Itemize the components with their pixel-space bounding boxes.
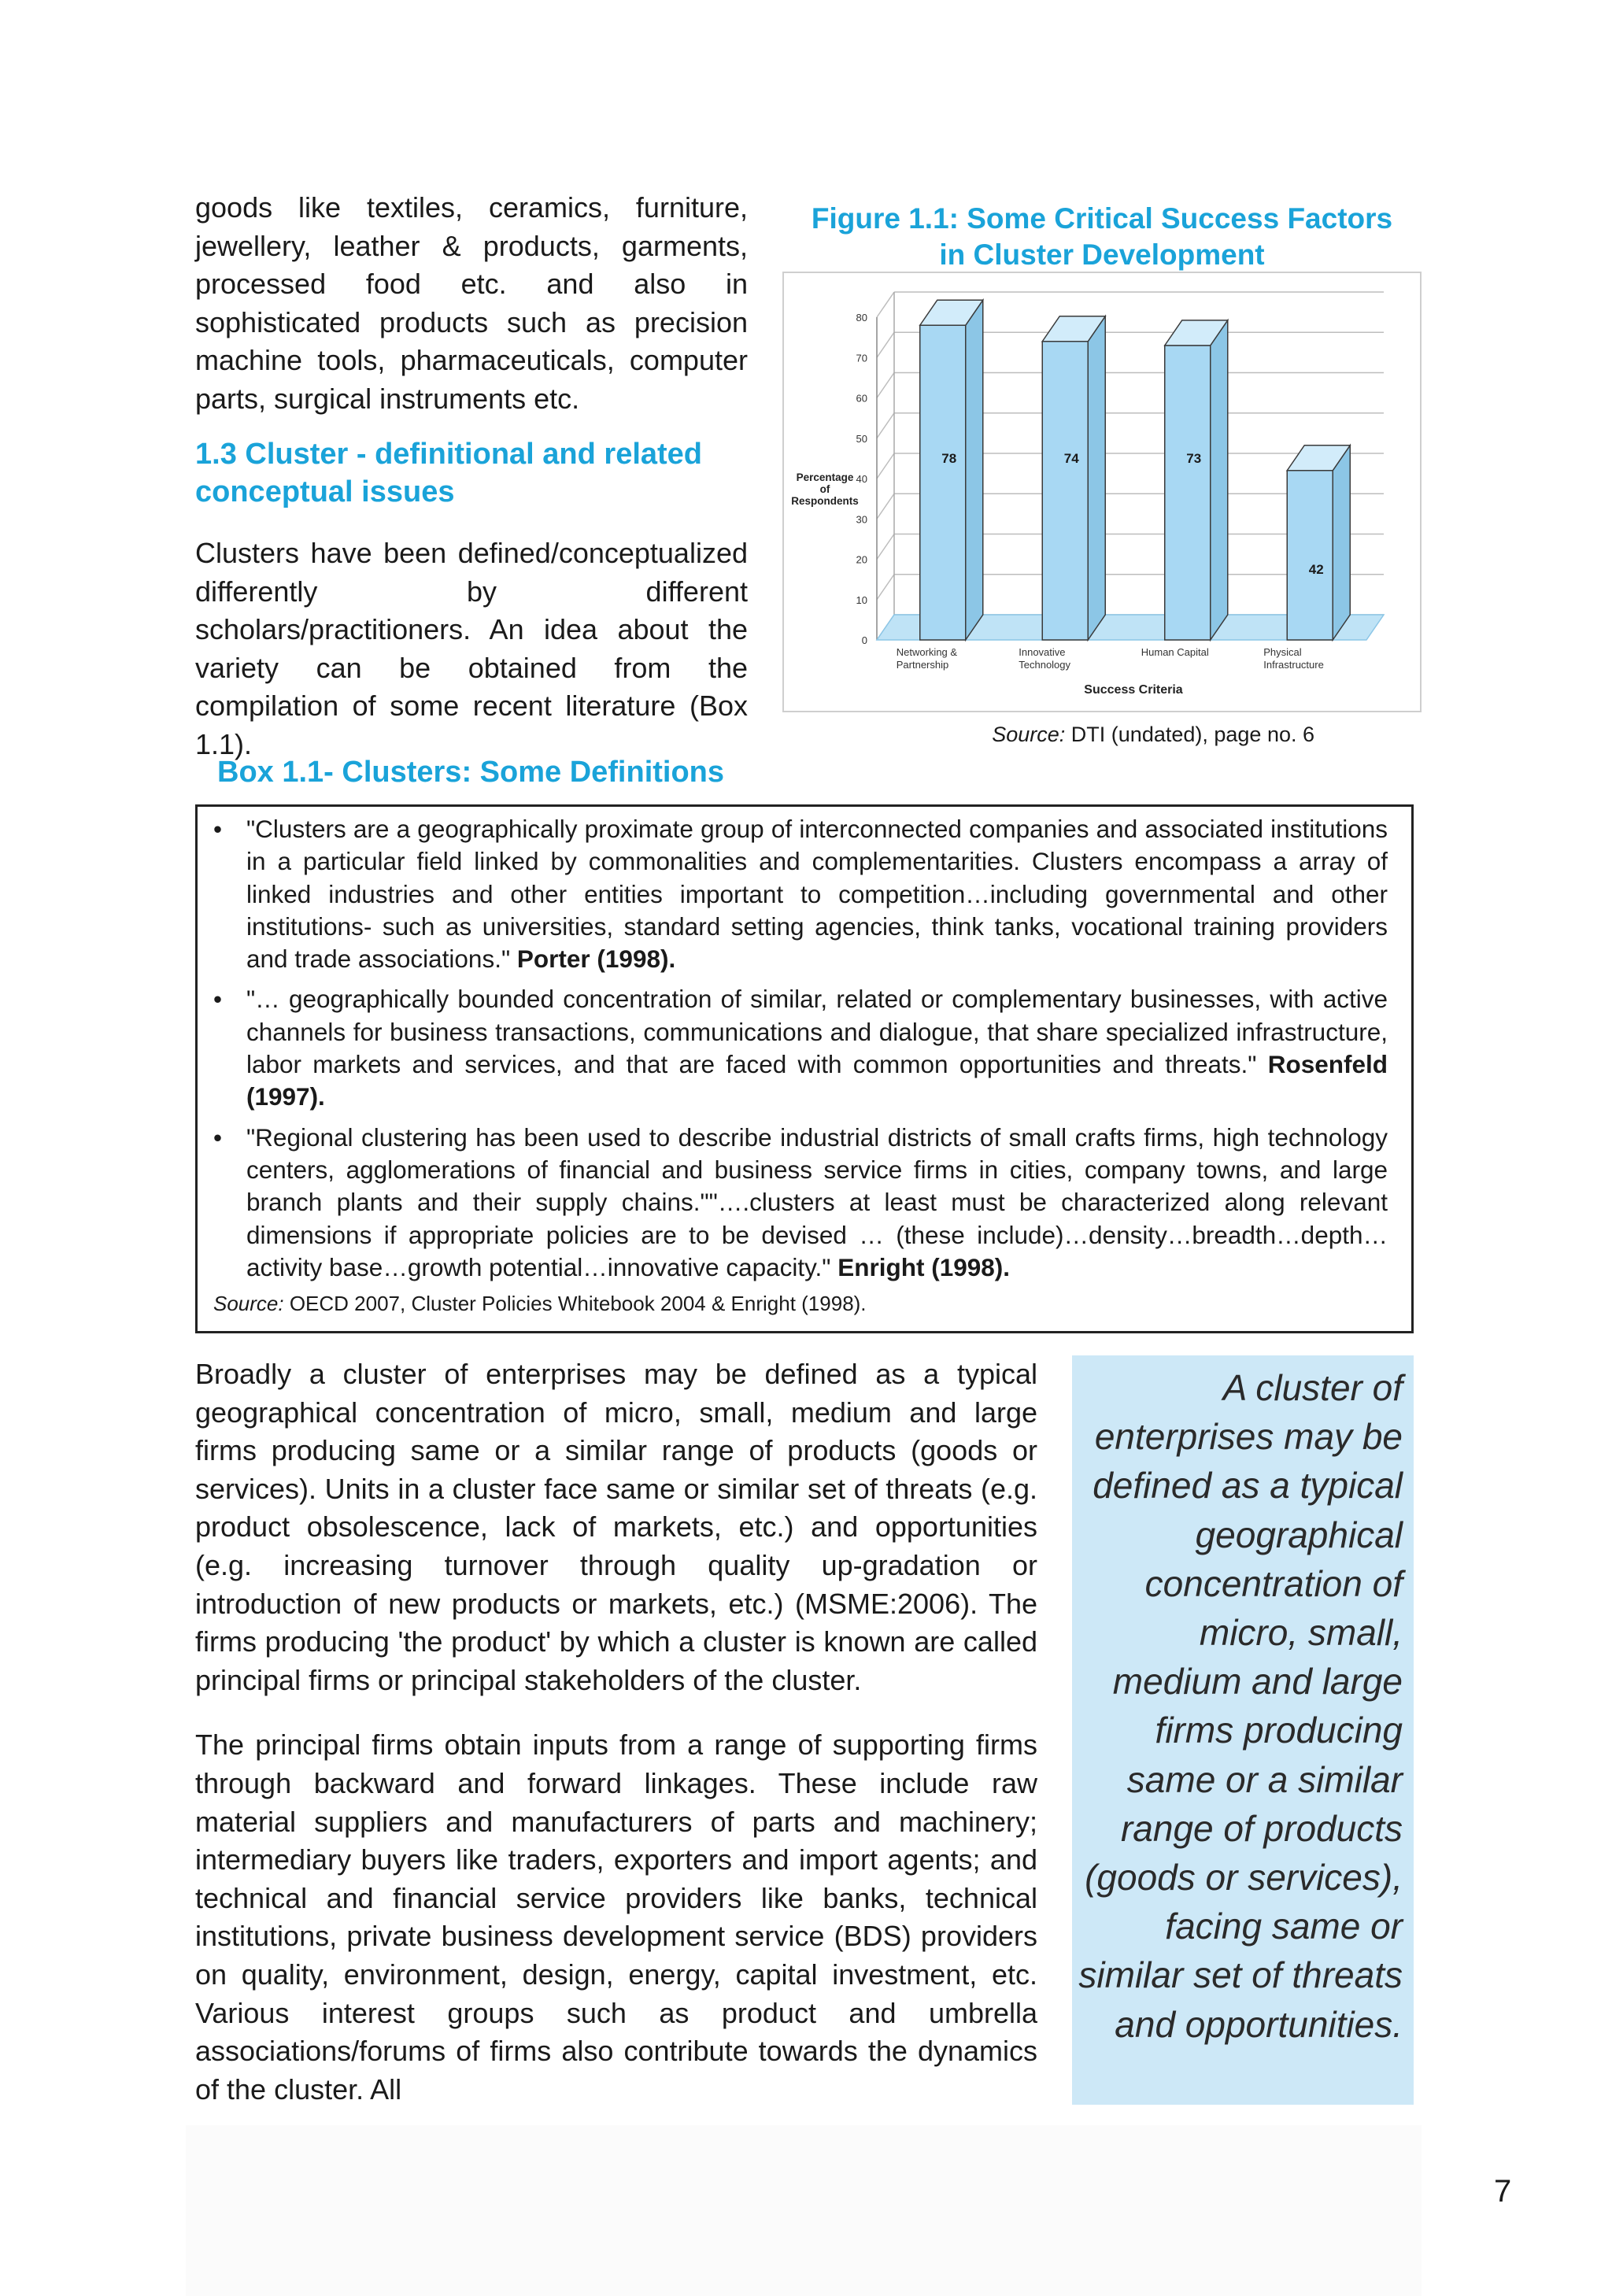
y-tick-label: 50 <box>856 432 867 445</box>
y-tick-label: 0 <box>861 634 867 646</box>
gridline-side <box>877 534 894 560</box>
y-tick-label: 80 <box>856 312 867 324</box>
gridline-side <box>877 292 894 317</box>
bar <box>1042 342 1088 640</box>
bar-side <box>1333 446 1350 640</box>
gridline-side <box>877 413 894 438</box>
y-axis-label: of <box>819 483 830 495</box>
box-title: Box 1.1- Clusters: Some Definitions <box>217 756 725 789</box>
bullet-icon: • <box>213 985 223 1014</box>
definition-cite: Enright (1998). <box>837 1252 1011 1281</box>
definition-item <box>213 1122 1388 1284</box>
y-axis-label: Percentage <box>796 471 854 483</box>
y-tick-label: 30 <box>856 513 867 526</box>
definition-text: "… geographically bounded concentration of similar, related or complementary businesses, with active channels for business transactions, communications and dialogue, that share specialized infrastructure, labor markets and services, and that are faced with common opportunities and threats." <box>246 985 1388 1079</box>
bar-side <box>1088 316 1105 640</box>
y-tick-label: 40 <box>856 473 867 485</box>
gridline-side <box>877 575 894 600</box>
pull-quote-callout: A cluster of enterprises may be defined as a typical geographical concentration of micro, small, medium and large firms producing same or a similar range of products (goods or services), facing same or similar set of threats and opportunities. <box>1072 1355 1414 2105</box>
x-tick-label: Physical <box>1263 646 1302 658</box>
definition-text: "Clusters are a geographically proximate group of interconnected companies and associated institutions in a particular field linked by commonalities and complementarities. Clusters encompass a array of linked industries and other entities important to competition…including governmental and other institutions- such as universities, standard setting agencies, think tanks, vocational training providers and trade associations." <box>246 815 1388 974</box>
gridline-side <box>877 332 894 357</box>
definition-item <box>213 813 1388 975</box>
x-tick-label: Technology <box>1019 659 1071 671</box>
y-tick-label: 20 <box>856 553 867 566</box>
bar <box>1165 346 1211 640</box>
intro-paragraph: goods like textiles, ceramics, furniture, jewellery, leather & products, garments, processed food etc. and also in sophisticated products such as precision machine tools, pharmaceuticals, computer parts, surgical instruments etc. <box>195 191 748 415</box>
definition-item <box>213 983 1388 1113</box>
page-number: 7 <box>1494 2174 1512 2209</box>
bar-value-label: 42 <box>1308 561 1324 577</box>
y-axis-label: Respondents <box>791 495 859 507</box>
lower-paragraph-1: Broadly a cluster of enterprises may be defined as a typical geographical concentration of micro, small, medium and large firms producing same or a similar range of products (goods or services). Units in a cluster face same or similar set of threats (e.g. product obsolescence, lack of markets, etc.) and opportunities (e.g. increasing turnover through quality up-gradation or introduction of new products or markets, etc.) (MSME:2006). The firms producing 'the product' by which a cluster is known are called principal firms or principal stakeholders of the cluster. <box>195 1358 1037 1696</box>
lower-paragraph-2: The principal firms obtain inputs from a range of supporting firms through backward and forward linkages. These include raw material suppliers and manufacturers of parts and machinery; intermediary buyers like traders, exporters and import agents; and technical and financial service providers like banks, technical institutions, private business development service (BDS) providers on quality, environment, design, energy, capital investment, etc. Various interest groups such as product and umbrella associations/forums of firms also contribute towards the dynamics of the cluster. All <box>195 1728 1037 2106</box>
intro-column <box>195 189 748 763</box>
definitions-list <box>213 813 1388 1284</box>
figure-title-line-1: Figure 1.1: Some Critical Success Factors <box>811 202 1393 235</box>
x-tick-label: Innovative <box>1019 646 1066 658</box>
x-tick-label: Partnership <box>896 659 949 671</box>
figure-title-line-2: in Cluster Development <box>939 238 1265 271</box>
definition-cite: Rosenfeld (1997). <box>246 1050 1388 1111</box>
figure-source <box>787 723 1417 747</box>
bar <box>1287 471 1333 640</box>
figure-source-label: Source: <box>992 723 1066 746</box>
gridline-side <box>877 373 894 398</box>
bar <box>920 325 966 640</box>
bar-chart <box>784 273 1420 711</box>
bar-value-label: 74 <box>1063 451 1079 466</box>
bar-value-label: 73 <box>1186 451 1202 466</box>
chart-frame <box>782 272 1422 712</box>
definition-cite: Porter (1998). <box>516 945 676 974</box>
definition-text: "Regional clustering has been used to describe industrial districts of small crafts firms, high technology centers, agglomerations of financial and business service firms in cities, company towns, and large branch plants and their supply chains.""….clusters at least must be characterized along relevant dimensions if appropriate policies are to be devised … (these include)…density…breadth…depth…activity base…growth potential…innovative capacity." <box>246 1122 1388 1281</box>
bar-value-label: 78 <box>941 451 957 466</box>
box-source <box>213 1292 1388 1316</box>
figure-source-text: DTI (undated), page no. 6 <box>1065 723 1314 746</box>
box-source-label: Source: <box>213 1292 284 1316</box>
y-tick-label: 70 <box>856 352 867 364</box>
x-axis-label: Success Criteria <box>1084 683 1183 697</box>
bullet-icon: • <box>213 815 223 843</box>
box-source-text: OECD 2007, Cluster Policies Whitebook 2004 & Enright (1998). <box>283 1292 867 1316</box>
bar-side <box>966 300 983 640</box>
x-tick-label: Human Capital <box>1141 646 1209 658</box>
lower-column <box>195 1355 1037 2135</box>
x-tick-label: Networking & <box>896 646 958 658</box>
gridline-side <box>877 494 894 519</box>
x-tick-label: Infrastructure <box>1263 659 1324 671</box>
intro-paragraph-2: Clusters have been defined/conceptualized differently by different scholars/practitioners. An idea about the variety can be obtained from the compilation of some recent literature (Box 1.1). <box>195 537 748 760</box>
figure-title <box>779 201 1425 273</box>
gridline-side <box>877 453 894 479</box>
definitions-box <box>195 804 1414 1333</box>
bullet-icon: • <box>213 1122 223 1152</box>
bar-side <box>1211 320 1228 640</box>
y-tick-label: 10 <box>856 593 867 606</box>
section-heading: 1.3 Cluster - definitional and related conceptual issues <box>195 438 703 508</box>
footer-shade <box>186 2125 1422 2296</box>
y-tick-label: 60 <box>856 392 867 405</box>
